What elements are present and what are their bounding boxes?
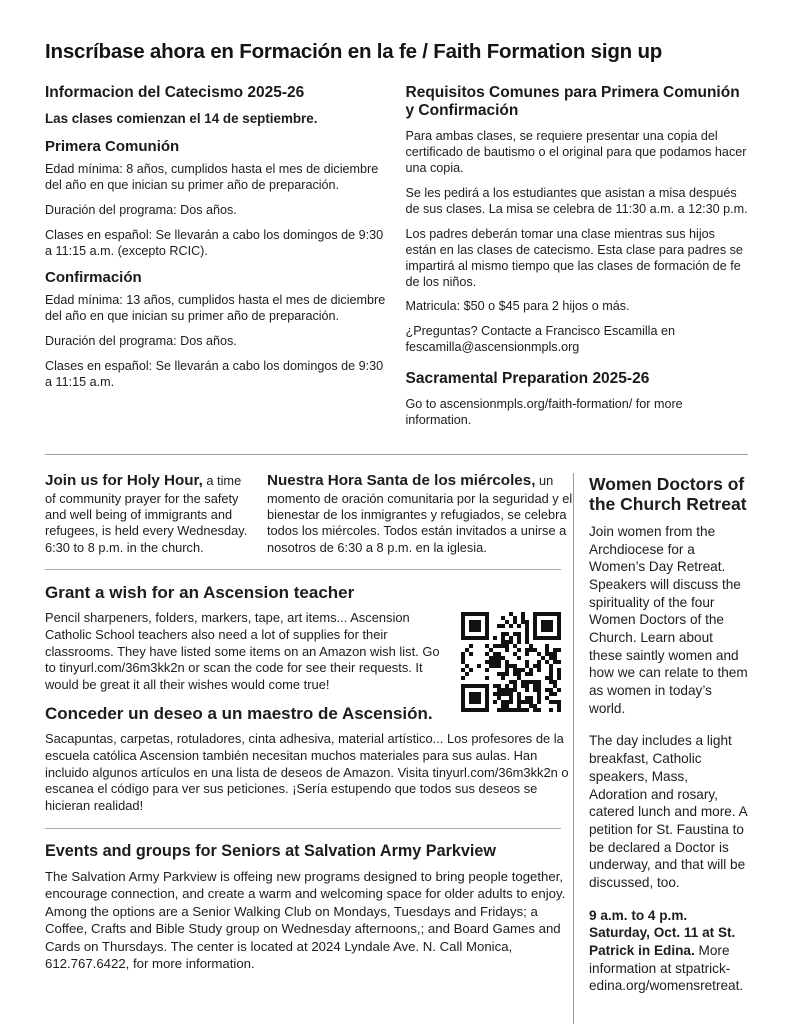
holy-hour-english-lead: Join us for Holy Hour, — [45, 472, 203, 490]
catechism-columns — [45, 84, 748, 438]
holy-hour-english-paragraph — [45, 471, 251, 556]
grant-wish-heading-en: Grant a wish for an Ascension teacher — [45, 583, 355, 603]
retreat-paragraph: Join women from the Archdiocese for a Women’s Day Retreat. Speakers will discuss the spirituality of the four Women Doctors of the Church. Learn about these saintly women and how we can relate to them as women in today’s world. — [589, 524, 748, 716]
retreat-sidebar — [573, 473, 748, 1024]
section-divider — [45, 569, 561, 570]
holy-hour-english — [45, 471, 259, 556]
retreat-paragraph: The day includes a light breakfast, Catholic speakers, Mass, Adoration and rosary, catered lunch and more. A petition for St. Faustina to be declared a Doctor is underway, and that will be discussed, too. — [589, 733, 747, 890]
confirmacion-paragraph: Clases en español: Se llevarán a cabo los domingos de 9:30 a 11:15 a.m. — [45, 358, 384, 389]
grant-wish-heading-es: Conceder un deseo a un maestro de Ascensión. — [45, 704, 433, 723]
holy-hour-spanish-text: un momento de oración comunitaria por la seguridad y el bienestar de los inmigrantes y refugiados, se celebra todos los miércoles. Todos están invitados a unirse a nosotros de 6:30 a 8 p.m. en la iglesia. — [267, 473, 573, 555]
retreat-schedule-text: More information at stpatrick-edina.org/womensretreat. — [589, 942, 744, 994]
retreat-schedule-paragraph — [589, 907, 748, 995]
amazon-wishlist-qr-code — [461, 612, 561, 712]
requirements-paragraph: Los padres deberán tomar una clase mientras sus hijos están en las clases de catecismo. Esta clase para padres se impartirá al mismo tiempo que las clases de formación de fe de los niños. — [405, 226, 743, 289]
grant-wish-section — [45, 583, 573, 815]
confirmacion-heading: Confirmación — [45, 268, 142, 286]
holy-hour-spanish-lead: Nuestra Hora Santa de los miércoles, — [267, 472, 536, 490]
primera-paragraph: Clases en español: Se llevarán a cabo los domingos de 9:30 a 11:15 a.m. (excepto RCIC). — [45, 227, 384, 258]
sacramental-prep-body: Go to ascensionmpls.org/faith-formation/ for more information. — [405, 397, 683, 428]
confirmacion-paragraph: Duración del programa: Dos años. — [45, 333, 237, 348]
contact-paragraph: ¿Preguntas? Contacte a Francisco Escamilla en fescamilla@ascensionmpls.org — [405, 324, 675, 355]
seniors-heading: Events and groups for Seniors at Salvation Army Parkview — [45, 841, 496, 860]
grant-wish-body-en: Pencil sharpeners, folders, markers, tape, art items... Ascension Catholic School teachers also need a lot of supplies for their classrooms. They have listed some items on an Amazon wish list. Go to tinyurl.com/36m3kk2n or scan the code for see their requests. It would be great it all their wishes would come true! — [45, 610, 440, 693]
lower-section — [45, 455, 748, 1024]
holy-hour-english-text: a time of community prayer for the safety and well being of immigrants and refugees, is held every Wednesday. 6:30 to 8 p.m. in the church. — [45, 473, 248, 555]
seniors-body: The Salvation Army Parkview is offeing new programs designed to bring people together, encourage connection, and create a warm and welcoming space for older adults to enjoy. Among the options are a Senior Walking Club on Mondays, Tuesdays and Fridays; a Coffee, Crafts and Bible Study group on Wednesday afternoons,; and Board Games and Cards on Thursdays. The center is located at 2024 Lyndale Ave. N. Call Monica, 612.767.6422, for more information. — [45, 868, 566, 971]
holy-hour-row — [45, 471, 573, 556]
section-divider — [45, 828, 561, 829]
classes-start-note: Las clases comienzan el 14 de septiembre. — [45, 110, 318, 126]
holy-hour-spanish-paragraph — [267, 471, 573, 556]
retreat-schedule-lead: 9 a.m. to 4 p.m. Saturday, Oct. 11 at St. Patrick in Edina. — [589, 907, 736, 958]
primera-paragraph: Duración del programa: Dos años. — [45, 202, 237, 217]
catechism-heading: Informacion del Catecismo 2025-26 — [45, 84, 305, 101]
holy-hour-spanish — [259, 471, 573, 556]
catechism-info-column — [45, 84, 388, 438]
page-title: Inscríbase ahora en Formación en la fe / Faith Formation sign up — [45, 40, 663, 63]
confirmacion-paragraph: Edad mínima: 13 años, cumplidos hasta el mes de diciembre del año en que inician su primer año de preparación. — [45, 292, 386, 323]
sacramental-prep-heading: Sacramental Preparation 2025-26 — [405, 370, 650, 388]
tuition-paragraph: Matricula: $50 o $45 para 2 hijos o más. — [405, 299, 630, 314]
lower-main-column — [45, 455, 573, 1024]
grant-wish-body-es: Sacapuntas, carpetas, rotuladores, cinta adhesiva, material artístico... Los profesores de la escuela católica Ascension también necesitan muchos materiales para sus aulas. Han incluido algunos artículos en una lista de deseos de Amazon. Visita tinyurl.com/36m3kk2n o escanea el código para ver sus peticiones. ¡Sería estupendo que todos sus deseos se hicieran realidad! — [45, 731, 569, 814]
primera-paragraph: Edad mínima: 8 años, cumplidos hasta el mes de diciembre del año en que inician su primer año de preparación. — [45, 161, 379, 192]
requirements-paragraph: Para ambas clases, se requiere presentar una copia del certificado de bautismo o el original para que podamos hacer una copia. — [405, 128, 747, 175]
requirements-column — [406, 84, 749, 438]
seniors-section — [45, 842, 573, 973]
retreat-heading: Women Doctors of the Church Retreat — [589, 474, 747, 515]
requirements-heading: Requisitos Comunes para Primera Comunión y Confirmación — [405, 84, 740, 119]
primera-comunion-heading: Primera Comunión — [45, 137, 180, 155]
requirements-paragraph: Se les pedirá a los estudiantes que asistan a misa después de sus clases. La misa se celebra de 11:30 a.m. a 12:30 p.m. — [405, 185, 748, 216]
